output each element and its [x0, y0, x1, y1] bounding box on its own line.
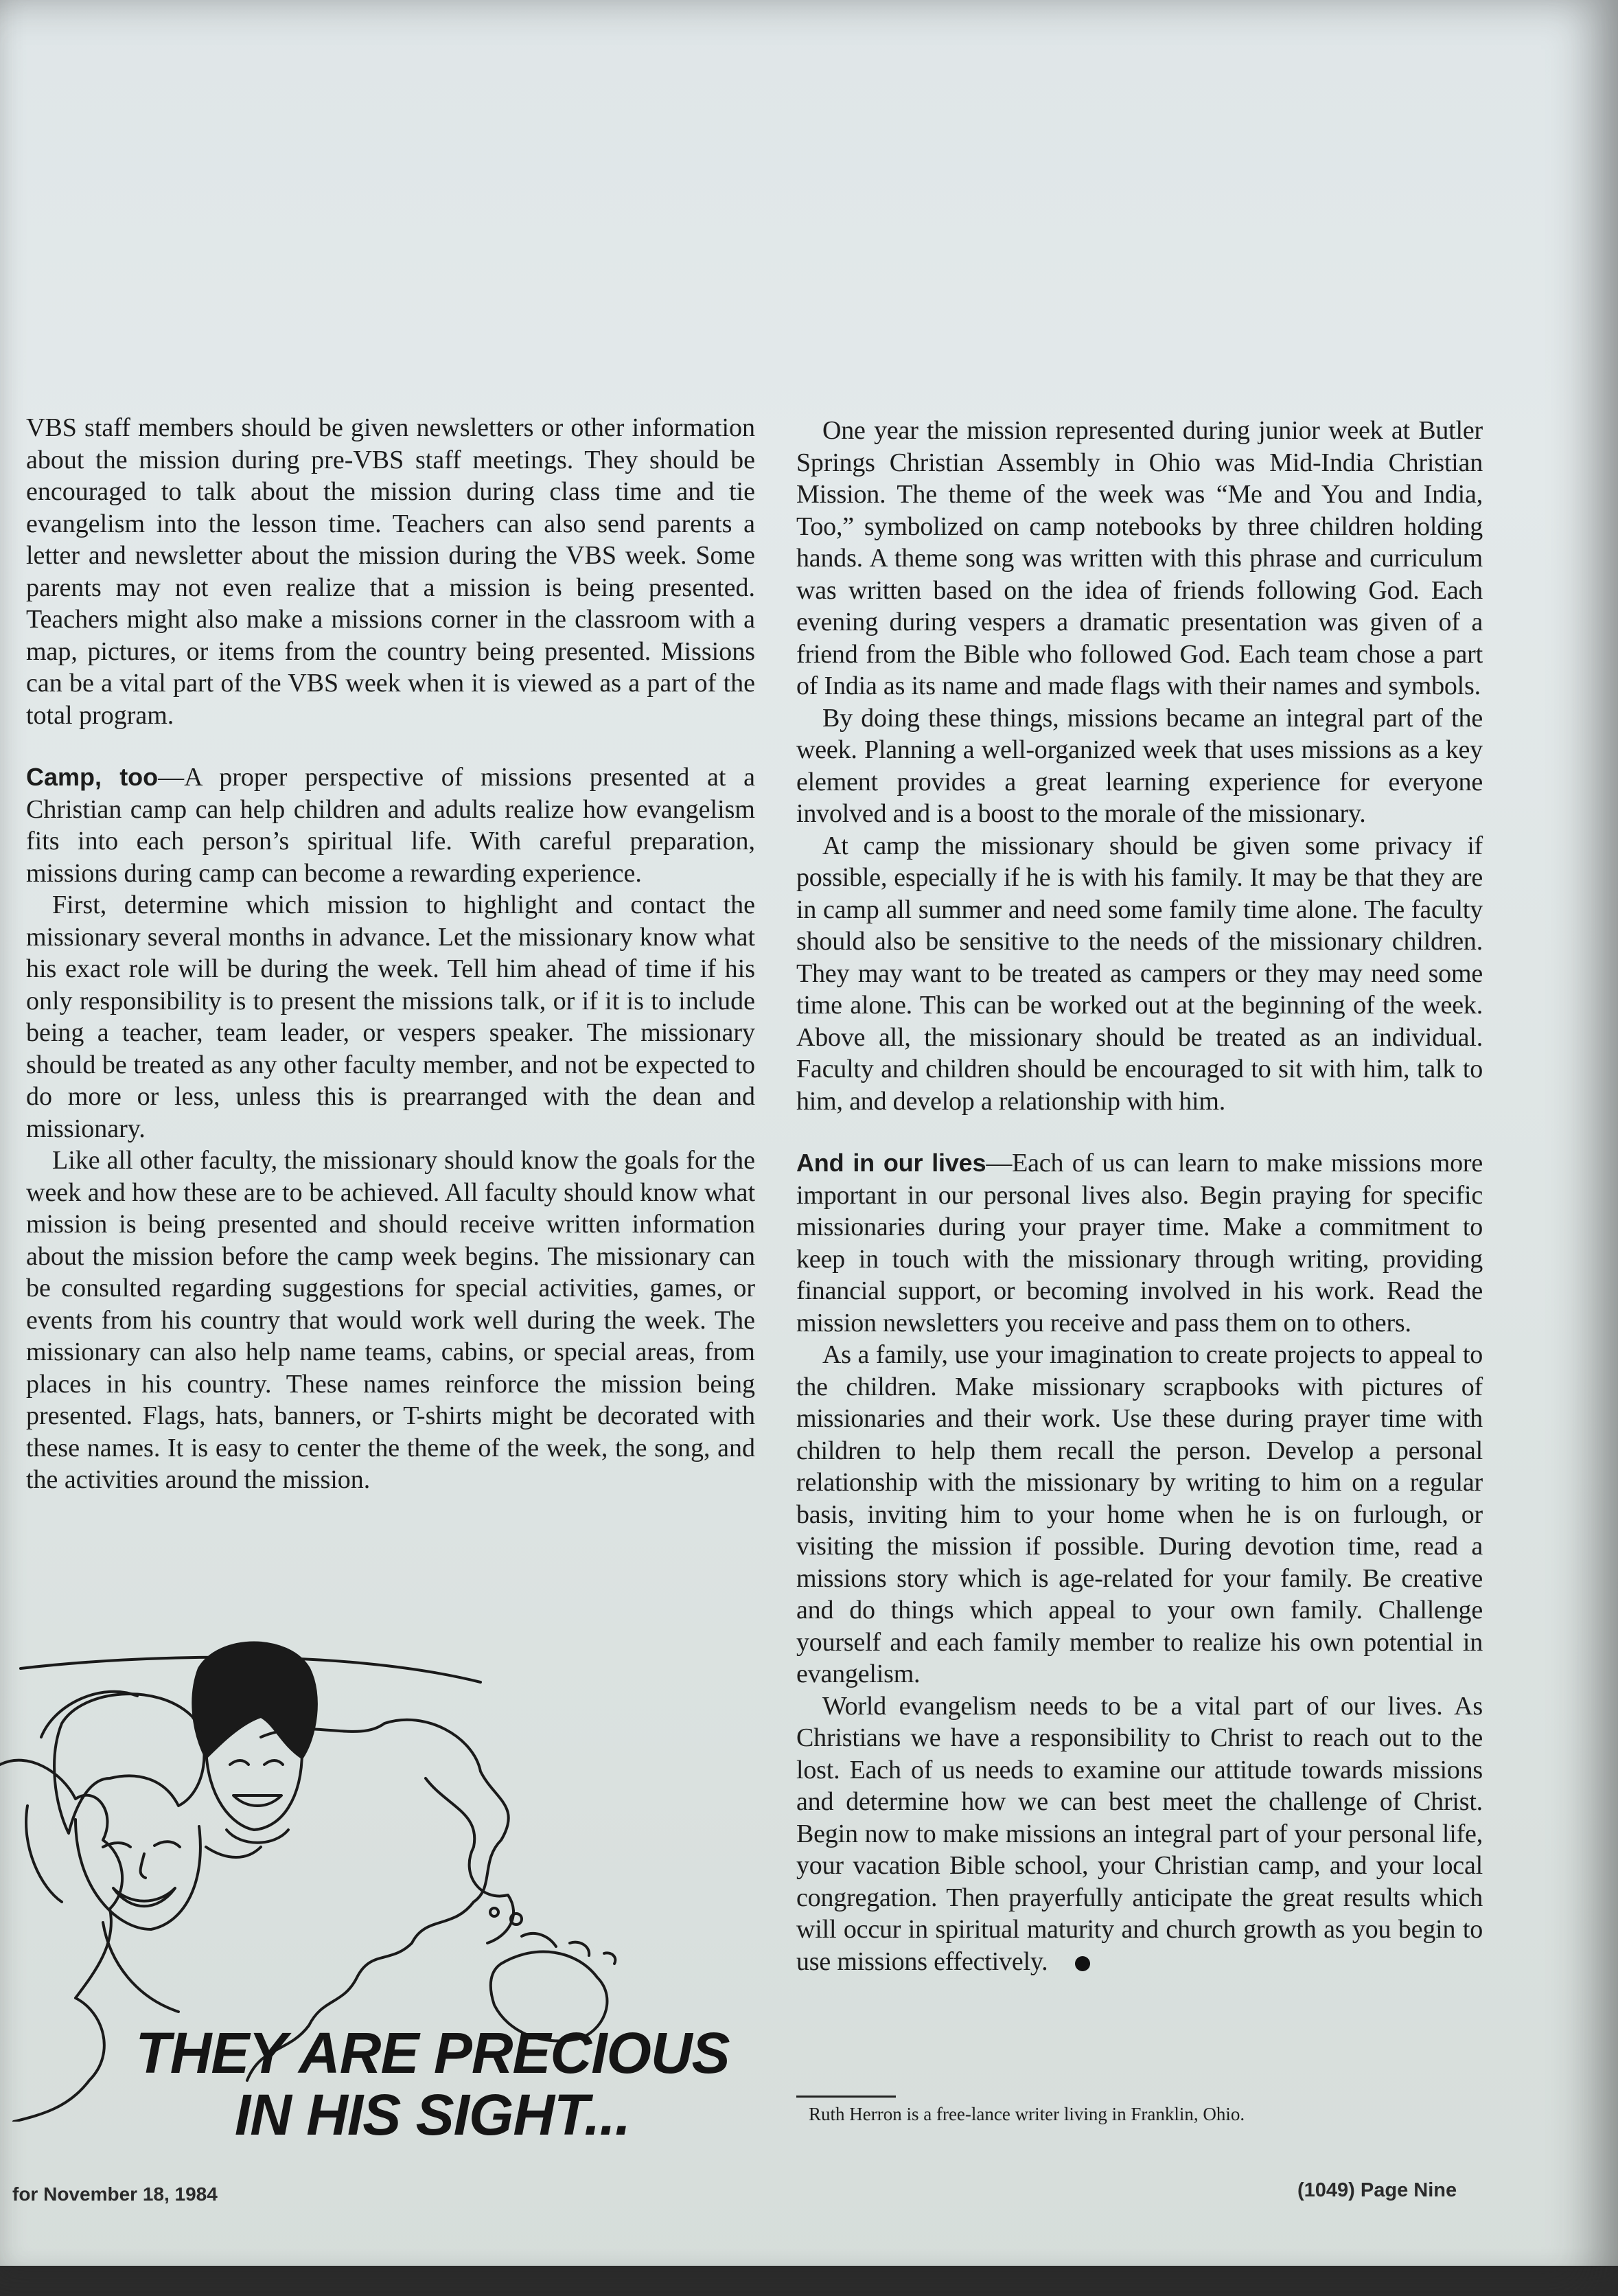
illustration-caption — [89, 2022, 776, 2146]
world-evangelism-paragraph — [796, 1690, 1483, 1978]
author-footnote: Ruth Herron is a free-lance writer living in Franklin, Ohio. — [809, 2104, 1245, 2124]
caption-line-2: IN HIS SIGHT... — [234, 2082, 631, 2147]
end-mark-icon — [1075, 1956, 1090, 1971]
woman-nose — [141, 1854, 146, 1878]
child-eyes — [230, 1760, 283, 1765]
woman-smile — [113, 1888, 175, 1906]
woman-neck — [103, 1922, 178, 2012]
lives-heading: And in our lives — [796, 1149, 986, 1177]
lives-paragraph-text: —Each of us can learn to make missions more important in our personal lives also. Begin praying for specific missionaries during your prayer time. Make a commitment to keep in touch with the missionary through writing, providing financial support, or becoming involved in his work. Read the mission newsletters you receive and pass them on to others. — [796, 1149, 1483, 1338]
family-paragraph: As a family, use your imagination to create projects to appeal to the children. Make missionary scrapbooks with pictures of missionaries and their work. Use these during prayer time with children to help them recall the person. Develop a personal relationship with the missionary by writing to him on a regular basis, inviting him to your home when he is on furlough, or visiting the mission if possible. During devotion time, read a missions story which is age-related for your family. Be creative and do things which appeal to your own family. Challenge yourself and each family member to realize his own potential in evangelism. — [796, 1340, 1483, 1688]
left-column — [26, 412, 755, 1496]
footnote-rule — [796, 2096, 896, 2098]
child-face — [206, 1744, 302, 1830]
vbs-paragraph: VBS staff members should be given newsletters or other information about the mission during pre-VBS staff meetings. They should be encouraged to talk about the mission during class time and tie evangelism into the lesson time. Teachers can also send parents a letter and newsletter about the mission during the VBS week. Some parents may not even realize that a mission is being presented. Teachers might also make a missions corner in the classroom with a map, pictures, or items from the country being presented. Missions can be a vital part of the VBS week when it is viewed as a part of the total program. — [26, 413, 755, 730]
integral-part-paragraph: By doing these things, missions became an integral part of the week. Planning a well-organized week that uses missions as a key element provides a great learning experience for everyone involved and is a boost to the morale of the missionary. — [796, 703, 1483, 828]
camp-paragraph-text: —A proper perspective of missions presented at a Christian camp can help children and adults realize how evangelism fits into each person’s spiritual life. With careful preparation, missions during camp can become a rewarding experience. — [26, 763, 755, 888]
first-determine-paragraph: First, determine which mission to highlight and contact the missionary several months in advance. Let the missionary know what his exact role will be during the week. Tell him ahead of time if his only responsibility is to present the missions talk, or if it is to include being a teacher, team leader, or vespers speaker. The missionary should be treated as any other faculty member, and not be expected to do more or less, unless this is prearranged with the dean and missionary. — [26, 891, 755, 1143]
page-number-folio: (1049) Page Nine — [1297, 2179, 1457, 2201]
map-islands — [522, 1933, 615, 1964]
issue-date-folio: for November 18, 1984 — [12, 2183, 218, 2205]
child-collar — [206, 1830, 288, 1857]
camp-heading: Camp, too — [26, 763, 159, 791]
lives-paragraph — [796, 1147, 1483, 1339]
woman-hair — [54, 1694, 204, 1833]
map-asia-outline — [426, 1778, 513, 1943]
child-smile — [233, 1795, 281, 1806]
caption-line-1: THEY ARE PRECIOUS — [135, 2021, 730, 2085]
scan-bottom-edge — [0, 2266, 1618, 2296]
butler-springs-paragraph: One year the mission represented during junior week at Butler Springs Christian Assembly in Ohio was Mid-India Christian Mission. The theme of the week was “Me and You and India, Too,” symbolized on camp notebooks by three children holding hands. A theme song was written with this phrase and curriculum was written based on the idea of friends following God. Each evening during vespers a dramatic presentation was given of a friend from the Bible who followed God. Each team chose a part of India as its name and made flags with their names and symbols. — [796, 416, 1483, 700]
woman-face — [76, 1819, 200, 1929]
child-hair — [193, 1643, 316, 1758]
world-evangelism-text: World evangelism needs to be a vital part of our lives. As Christians we have a responsibility to Christ to reach out to the lost. Each of us needs to examine our attitude towards missions and determine how we can best meet the challenge of Christ. Begin now to make missions an integral part of your personal life, your vacation Bible school, your Christian camp, and your local congregation. Then prayerfully anticipate the great results which will occur in spiritual maturity and church growth as you begin to use missions effectively. — [796, 1691, 1483, 1976]
faculty-goals-paragraph: Like all other faculty, the missionary should know the goals for the week and how these are to be achieved. All faculty should know what mission is being presented and should receive written information about the mission before the camp week begins. The missionary can be consulted regarding suggestions for special activities, games, or events from his country that would work well during the week. The missionary can also help name teams, cabins, or special areas, from places in his country. These names reinforce the mission being presented. Flags, hats, banners, or T-shirts might be decorated with these names. It is easy to center the theme of the week, the song, and the activities around the mission. — [26, 1146, 755, 1494]
camp-paragraph — [26, 761, 755, 889]
right-column — [796, 415, 1483, 1977]
privacy-paragraph: At camp the missionary should be given some privacy if possible, especially if he is with his family. It may be that they are in camp all summer and need some family time alone. The faculty should also be sensitive to the needs of the missionary children. They may want to be treated as campers or they may need some time alone. This can be worked out at the beginning of the week. Above all, the missionary should be treated as an individual. Faculty and children should be encouraged to sit with him, talk to him, and develop a relationship with him. — [796, 831, 1483, 1116]
woman-eyes — [103, 1841, 180, 1847]
